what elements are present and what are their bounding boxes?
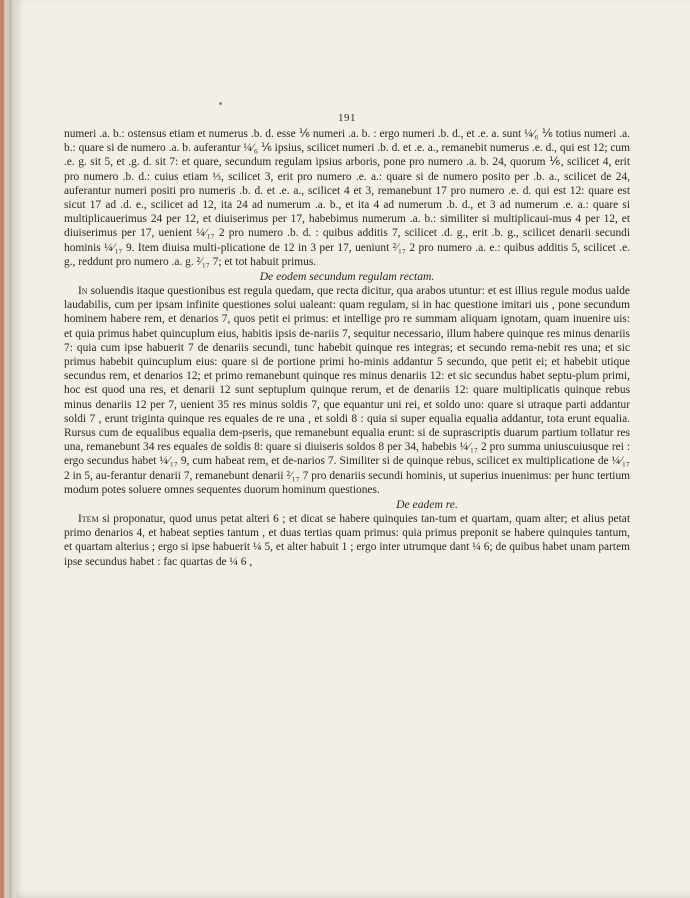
initial-word: In — [78, 285, 88, 298]
paragraph-continued: numeri .a. b.: ostensus etiam et numerus .b. d. esse ⅙ numeri .a. b. : ergo numeri .b. d., et .e. a. sunt ¼⁄₆ ⅙ totius numeri .a. b.: quare si de numero .a. b. auferantur ¼⁄₆ ⅙ ipsius, scilicet numeri .b. d. et .e. a., remanebit numerus .e. d., qui est 12; cum .e. g. sit 5, et .g. d. sit 7: et quare, secundum regulam ipsius arboris, pone pro numero .a. b. 24, quorum ⅙, scilicet 4, erit pro numero .b. d.: cuius etiam ⅓, scilicet 3, erit pro numero .e. a.: quare si de numero posito per .b. a., scilicet de 24, auferantur numeri positi pro numeris .b. d. et .e. a., scilicet 4 et 3, remanebunt 17 pro numero .e. d. qui est 12: quare est sicut 17 ad .d. e., scilicet ad 12, ita 24 ad numerum .a. b., et ita 4 ad numerum .b. d., et 3 ad numerum .e. a.: quare si multiplicauerimus 24 per 12, et diuiserimus per 17, habebimus numerum .a. b.: similiter si multiplicaui-mus 4 per 12, et diuiserimus per 17, uenient ¼⁄₁₇ 2 pro numero .b. d. : quibus additis 7, scilicet .d. g., erit .b. g., scilicet denarii secundi hominis ¼⁄₁₇ 9. Item diuisa multi-plicatione de 12 in 3 per 17, ueniunt ²⁄₁₇ 2 pro numero .a. e.: quibus additis 5, scilicet .e. g., reddunt pro numero .a. g. ²⁄₁₇ 7; et tot habuit primus. — [64, 128, 630, 268]
page-edge-shadow — [16, 888, 690, 898]
ink-speck — [219, 102, 222, 105]
paragraph-regula-recta — [64, 284, 630, 497]
paragraph-body: soluendis itaque questionibus est regula quedam, que recta dicitur, qua arabos utuntur: et est illius regule modus ualde laudabilis, cum per ipsam infinite questiones solui ualeant: quam regulam, si in hac questione imitari uis , pone secundum hominem habere rem, et denarios 7, quos petit ei primus: et intellige pro re summam aliquam ignotam, quam inuenire uis: et quia primus habet quincuplum eius, habitis ipsis de-nariis 7, sequitur necessario, illum habere quinque res minus denariis 7: quia cum ipse habuerit 7 de denariis secundi, tunc habebit quinque res integras; et secundo rema-nebit res una; et sic primus habebit quincuplum eius: quare si de portione primi ho-minis addantur 5 secundo, que petit ei; et habebit utique secundus rem, et denarios 12; et primo remanebunt quinque res minus denariis 12: et sic secundus habet septu-plum primi, hoc est quod una res, et denarii 12 sunt septuplum quinque rerum, et de denariis 12: quare multiplicatis quinque rebus minus denariis 12 per 7, uenient 35 res minus soldis 7, que equantur uni rei, et soldo uno: quare si utraque parti addantur soldi 7 , erunt triginta quinque res equales de re una , et soldi 8 : quia si super equalia equalia addantur, tota erunt equalia. Rursus cum de equalibus equalia dem-pseris, que remanebunt equalia erunt: si de suprascriptis duarum partium tollatur res una, remanebunt 34 res equales de soldis 8: quare si diuiseris soldos 8 per 34, habebis ¼⁄₁₇ 2 pro summa uniuscuiusque rei : ergo secundus habet ¼⁄₁₇ 9, cum habeat rem, et de-narios 7. Similiter si de quinque rebus, scilicet ex multiplicatione de ¼⁄₁₇ 2 in 5, au-ferantur denarii 7, remanebunt denarii ²⁄₁₇ 7 pro denariis secundi hominis, ut superius inuenimus: per hunc tertium modum potes soluere omnes sequentes duorum hominum questiones. — [64, 285, 630, 496]
initial-word: Item — [78, 513, 99, 526]
paragraph-body: si proponatur, quod unus petat alteri 6 ; et dicat se habere quinquies tan-tum et quartam, quam alter; et alius petat primo denarios 4, et habeat septies tantum , et duas tertias quam primus: quia primus preponit se habere quinquies tantum, et quartam alterius ; ergo si ipse habuerit ¼ 5, et alter habuit 1 ; ergo inter utrumque dant ¼ 6; de quibus habet unam partem ipse secundus habet : fac quartas de ¼ 6 , — [64, 513, 630, 568]
book-spine — [0, 0, 16, 898]
page-text-block — [64, 112, 630, 569]
spine-fold-line — [10, 0, 11, 898]
page-number: 191 — [338, 112, 356, 124]
paragraph-item — [64, 512, 630, 569]
section-heading-rectam: De eodem secundum regulam rectam. — [259, 270, 435, 284]
section-heading-eadem-re: De eadem re. — [396, 498, 458, 512]
